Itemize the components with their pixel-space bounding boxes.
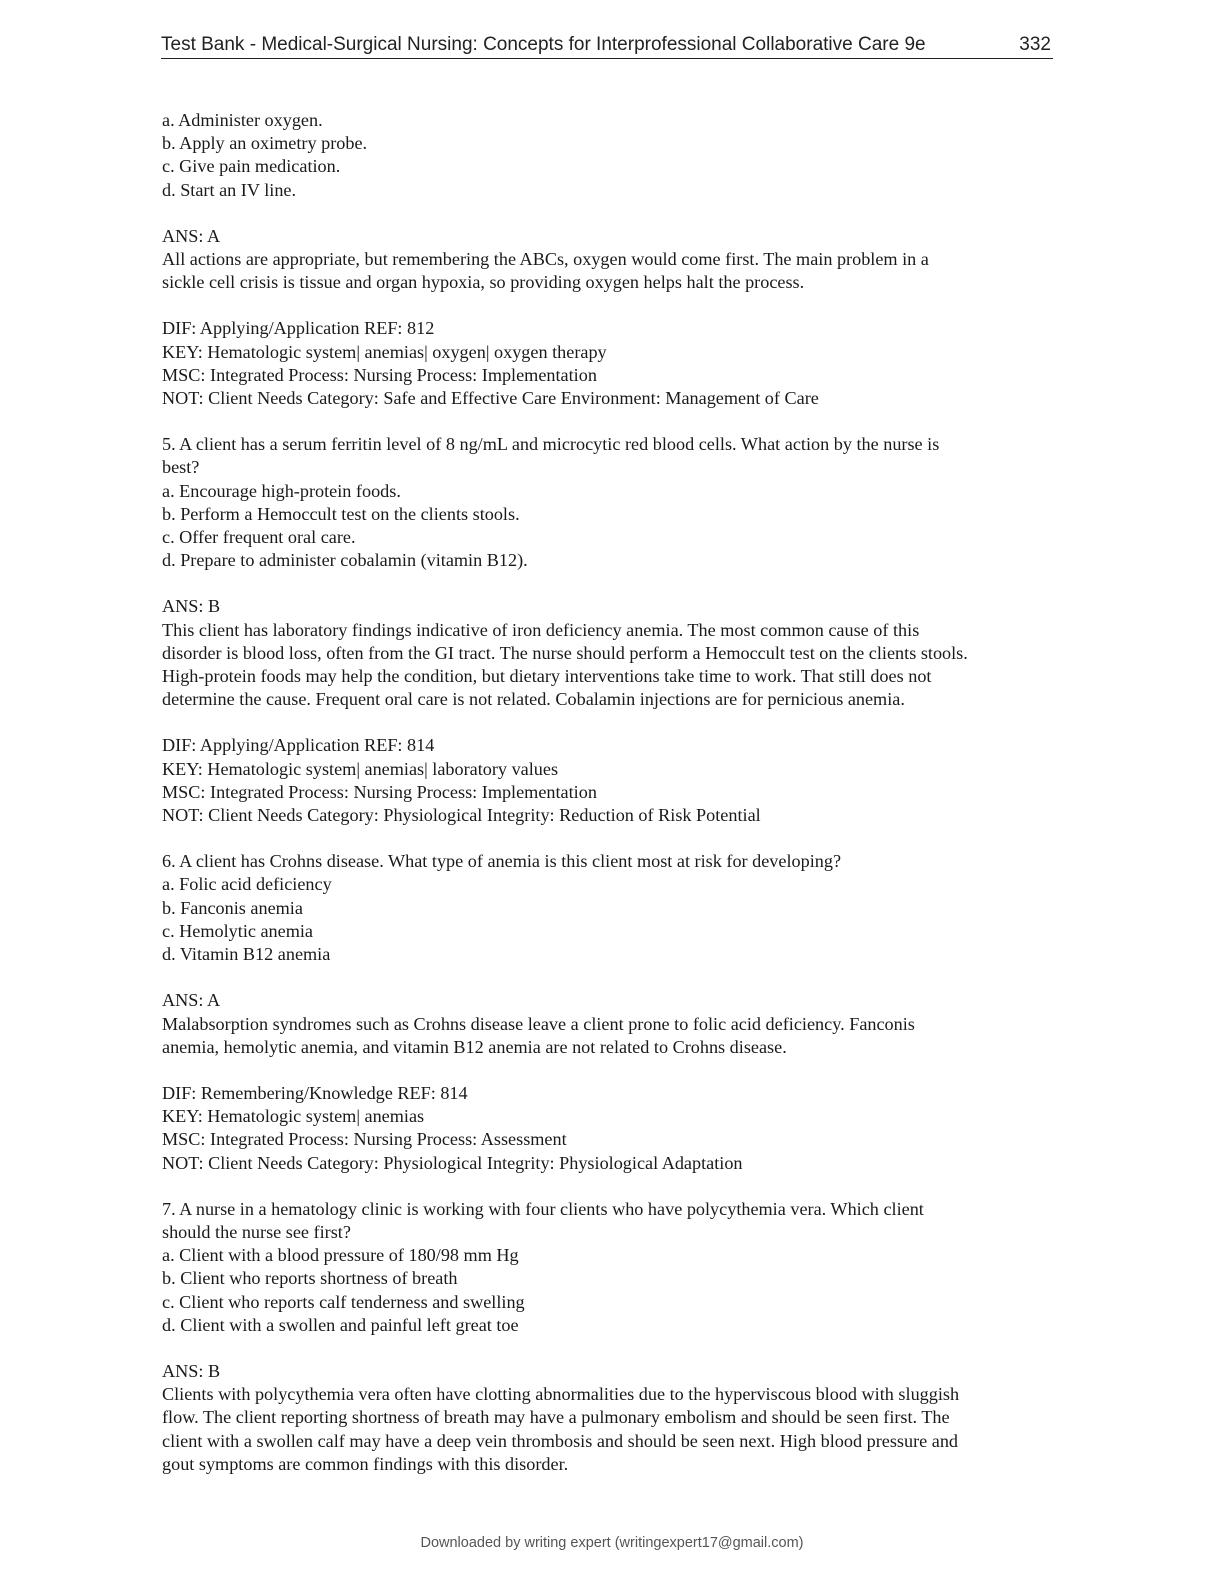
msc-category: MSC: Integrated Process: Nursing Process: Implementation [162,781,597,802]
msc-category: MSC: Integrated Process: Nursing Process: Assessment [162,1129,567,1150]
page-number: 332 [1019,34,1051,55]
rationale-line: Clients with polycythemia vera often have clotting abnormalities due to the hyperviscous blood with sluggish [162,1384,960,1405]
answer-option: b. Apply an oximetry probe. [162,133,368,154]
rationale-line: High-protein foods may help the condition, but dietary interventions take time to work. That still does not [162,666,932,687]
answer-option: b. Client who reports shortness of breath [162,1268,458,1289]
answer-option: b. Perform a Hemoccult test on the clients stools. [162,503,520,524]
answer-option: a. Encourage high-protein foods. [162,480,401,501]
answer-key: ANS: B [162,596,221,617]
answer-option: d. Client with a swollen and painful left great toe [162,1314,519,1335]
answer-option: c. Hemolytic anemia [162,920,313,941]
rationale-line: All actions are appropriate, but remembering the ABCs, oxygen would come first. The main problem in a [162,249,929,270]
answer-option: d. Vitamin B12 anemia [162,944,331,965]
answer-option: a. Client with a blood pressure of 180/98 mm Hg [162,1245,519,1266]
client-needs-category: NOT: Client Needs Category: Physiological Integrity: Reduction of Risk Potential [162,805,761,826]
answer-option: c. Offer frequent oral care. [162,527,356,548]
answer-option: c. Client who reports calf tenderness and swelling [162,1291,525,1312]
msc-category: MSC: Integrated Process: Nursing Process: Implementation [162,364,597,385]
rationale-line: flow. The client reporting shortness of breath may have a pulmonary embolism and should be seen first. The [162,1407,950,1428]
rationale-line: Malabsorption syndromes such as Crohns disease leave a client prone to folic acid deficiency. Fanconis [162,1013,915,1034]
difficulty-ref: DIF: Remembering/Knowledge REF: 814 [162,1082,468,1103]
download-watermark: Downloaded by writing expert (writingexpert17@gmail.com) [420,1535,804,1551]
answer-option: d. Prepare to administer cobalamin (vitamin B12). [162,550,528,571]
rationale-line: anemia, hemolytic anemia, and vitamin B12 anemia are not related to Crohns disease. [162,1036,787,1057]
question-5 [162,433,1057,827]
page-content [162,109,1057,1476]
question-stem: best? [162,457,200,478]
answer-key: ANS: A [162,225,221,246]
keywords: KEY: Hematologic system| anemias| oxygen| oxygen therapy [162,341,607,362]
rationale-line: client with a swollen calf may have a deep vein thrombosis and should be seen next. High blood pressure and [162,1430,959,1451]
client-needs-category: NOT: Client Needs Category: Safe and Effective Care Environment: Management of Care [162,388,819,409]
rationale-line: sickle cell crisis is tissue and organ hypoxia, so providing oxygen helps halt the process. [162,272,805,293]
answer-option: d. Start an IV line. [162,179,297,200]
client-needs-category: NOT: Client Needs Category: Physiological Integrity: Physiological Adaptation [162,1152,743,1173]
rationale-line: disorder is blood loss, often from the GI tract. The nurse should perform a Hemoccult test on the clients stools. [162,642,968,663]
question-4 [162,109,1057,410]
answer-key: ANS: B [162,1360,221,1381]
answer-option: b. Fanconis anemia [162,897,303,918]
answer-key: ANS: A [162,990,221,1011]
answer-option: c. Give pain medication. [162,156,341,177]
question-stem: 6. A client has Crohns disease. What type of anemia is this client most at risk for developing? [162,851,842,872]
question-stem: should the nurse see first? [162,1221,351,1242]
rationale-line: gout symptoms are common findings with this disorder. [162,1453,569,1474]
rationale-line: determine the cause. Frequent oral care is not related. Cobalamin injections are for pernicious anemia. [162,689,905,710]
answer-option: a. Folic acid deficiency [162,874,332,895]
page-header [161,34,1053,59]
difficulty-ref: DIF: Applying/Application REF: 812 [162,318,435,339]
document-title: Test Bank - Medical-Surgical Nursing: Concepts for Interprofessional Collaborative Care 9e [161,34,926,55]
question-stem: 7. A nurse in a hematology clinic is working with four clients who have polycythemia vera. Which client [162,1198,924,1219]
keywords: KEY: Hematologic system| anemias| laboratory values [162,758,559,779]
rationale-line: This client has laboratory findings indicative of iron deficiency anemia. The most common cause of this [162,619,920,640]
answer-option: a. Administer oxygen. [162,110,323,130]
question-6 [162,850,1057,1174]
question-7 [162,1198,1057,1476]
keywords: KEY: Hematologic system| anemias [162,1106,425,1127]
difficulty-ref: DIF: Applying/Application REF: 814 [162,735,435,756]
question-stem: 5. A client has a serum ferritin level of 8 ng/mL and microcytic red blood cells. What action by the nurse is [162,434,940,455]
